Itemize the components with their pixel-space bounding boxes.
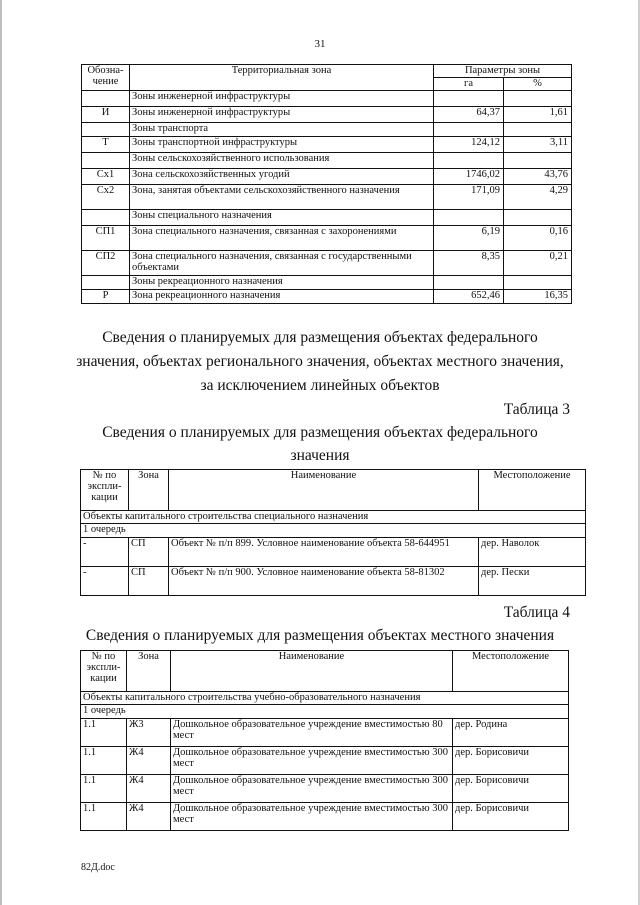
zone-ha: 64,37: [434, 107, 504, 123]
name-header: Наименование: [169, 470, 479, 511]
num-header: № по экспли- кации: [81, 651, 127, 692]
section-heading-line3: за исключением линейных объектов: [200, 377, 440, 394]
zone-ha: [434, 123, 504, 137]
row-location: дер. Борисовичи: [453, 803, 569, 831]
row-zone: Ж4: [127, 803, 171, 831]
zone-code: [82, 153, 130, 169]
zone-pct: [504, 153, 572, 169]
row-zone: Ж4: [127, 775, 171, 803]
row-location: дер. Наволок: [479, 538, 586, 567]
zones-header-row: [82, 65, 572, 78]
table3-title-line1: Сведения о планируемых для размещения объектах федерального: [102, 424, 538, 441]
row-num: -: [81, 567, 129, 596]
zones-row: [82, 169, 572, 185]
zones-row: [82, 251, 572, 276]
ha-header: га: [434, 78, 504, 91]
zone-code: СП1: [82, 226, 130, 251]
table4-label: Таблица 4: [503, 604, 570, 621]
row-num: 1.1: [81, 747, 127, 775]
zones-row: [82, 290, 572, 304]
zone-name: Зона, занятая объектами сельскохозяйственного назначения: [130, 185, 434, 210]
zone-name: Зона специального назначения, связанная с захоронениями: [130, 226, 434, 251]
zone-pct: 1,61: [504, 107, 572, 123]
table3-title-line2: значения: [290, 447, 350, 464]
section-heading-line2: значения, объектах регионального значения, объектах местного значения,: [76, 353, 564, 370]
location-header: Местоположение: [479, 470, 586, 511]
zone-pct: 3,11: [504, 137, 572, 153]
row-zone: Ж4: [127, 747, 171, 775]
row-zone: СП: [129, 567, 169, 596]
section-heading-line1: Сведения о планируемых для размещения объектах федерального: [102, 329, 538, 346]
table3-group-row: [81, 511, 586, 524]
zones-row: [82, 210, 572, 226]
row-num: 1.1: [81, 719, 127, 747]
zone-code: [82, 123, 130, 137]
zone-header: Территориальная зона: [130, 65, 434, 91]
stage-label: 1 очередь: [81, 524, 586, 538]
zone-group-name: Зоны инженерной инфраструктуры: [130, 91, 434, 107]
zones-row: [82, 107, 572, 123]
table3-header-row: [81, 470, 586, 511]
row-num: 1.1: [81, 775, 127, 803]
location-header: Местоположение: [453, 651, 569, 692]
row-location: дер. Борисовичи: [453, 775, 569, 803]
table3-stage-row: [81, 524, 586, 538]
zone-code: Р: [82, 290, 130, 304]
percent-header: %: [504, 78, 572, 91]
zones-row: [82, 185, 572, 210]
zone-name: Зона рекреационного назначения: [130, 290, 434, 304]
zone-ha: 6,19: [434, 226, 504, 251]
row-num: 1.1: [81, 803, 127, 831]
zone-code: Т: [82, 137, 130, 153]
zones-row: [82, 137, 572, 153]
zones-row: [82, 153, 572, 169]
params-header: Параметры зоны: [434, 65, 572, 78]
zones-table: [81, 64, 572, 304]
table-row: [81, 567, 586, 596]
table4-header-row: [81, 651, 569, 692]
row-name: Дошкольное образовательное учреждение вместимостью 300 мест: [171, 775, 453, 803]
row-zone: СП: [129, 538, 169, 567]
zone-pct: [504, 276, 572, 290]
zone-ha: [434, 210, 504, 226]
stage-label: 1 очередь: [81, 705, 569, 719]
zone-pct: 4,29: [504, 185, 572, 210]
table4-title: Сведения о планируемых для размещения объектах местного значения: [85, 627, 555, 644]
row-name: Объект № п/п 900. Условное наименование объекта 58-81302: [169, 567, 479, 596]
row-name: Дошкольное образовательное учреждение вместимостью 300 мест: [171, 803, 453, 831]
zones-row: [82, 123, 572, 137]
table-row: [81, 803, 569, 831]
zones-row: [82, 226, 572, 251]
zone-pct: 0,21: [504, 251, 572, 276]
zone-ha: 124,12: [434, 137, 504, 153]
name-header: Наименование: [171, 651, 453, 692]
table-row: [81, 719, 569, 747]
zone-code: Сх1: [82, 169, 130, 185]
zone-pct: 0,16: [504, 226, 572, 251]
table4-group-row: [81, 692, 569, 705]
row-num: -: [81, 538, 129, 567]
zone-name: Зона специального назначения, связанная с государственными объектами: [130, 251, 434, 276]
zone-code: СП2: [82, 251, 130, 276]
zone-name: Зоны транспортной инфраструктуры: [130, 137, 434, 153]
zone-group-name: Зоны сельскохозяйственного использования: [130, 153, 434, 169]
zone-ha: [434, 153, 504, 169]
table-row: [81, 538, 586, 567]
row-zone: Ж3: [127, 719, 171, 747]
row-name: Дошкольное образовательное учреждение вместимостью 80 мест: [171, 719, 453, 747]
zones-row: [82, 91, 572, 107]
zone-header: Зона: [127, 651, 171, 692]
num-header: № по экспли- кации: [81, 470, 129, 511]
zone-ha: 1746,02: [434, 169, 504, 185]
page-number: 31: [314, 38, 326, 50]
row-location: дер. Родина: [453, 719, 569, 747]
row-name: Объект № п/п 899. Условное наименование объекта 58-644951: [169, 538, 479, 567]
zone-pct: 16,35: [504, 290, 572, 304]
group-label: Объекты капитального строительства специального назначения: [81, 511, 586, 524]
table3: [80, 469, 586, 596]
row-name: Дошкольное образовательное учреждение вместимостью 300 мест: [171, 747, 453, 775]
zone-name: Зоны инженерной инфраструктуры: [130, 107, 434, 123]
zone-group-name: Зоны транспорта: [130, 123, 434, 137]
zone-pct: [504, 210, 572, 226]
row-location: дер. Борисовичи: [453, 747, 569, 775]
zone-pct: 43,76: [504, 169, 572, 185]
row-location: дер. Пески: [479, 567, 586, 596]
zone-name: Зона сельскохозяйственных угодий: [130, 169, 434, 185]
document-filename: 82Д.doc: [81, 862, 115, 873]
table-row: [81, 775, 569, 803]
table4: [80, 650, 569, 831]
zone-ha: 652,46: [434, 290, 504, 304]
group-label: Объекты капитального строительства учебно-образовательного назначения: [81, 692, 569, 705]
zone-code: [82, 276, 130, 290]
zone-ha: [434, 91, 504, 107]
zone-header: Зона: [129, 470, 169, 511]
zones-row: [82, 276, 572, 290]
zone-ha: [434, 276, 504, 290]
zone-code: [82, 210, 130, 226]
zone-group-name: Зоны рекреационного назначения: [130, 276, 434, 290]
table-row: [81, 747, 569, 775]
zone-group-name: Зоны специального назначения: [130, 210, 434, 226]
zone-ha: 8,35: [434, 251, 504, 276]
table3-label: Таблица 3: [503, 401, 570, 418]
zone-code: Сх2: [82, 185, 130, 210]
table4-stage-row: [81, 705, 569, 719]
designation-header: Обозна- чение: [82, 65, 130, 91]
zone-code: [82, 91, 130, 107]
zone-ha: 171,09: [434, 185, 504, 210]
zone-code: И: [82, 107, 130, 123]
zone-pct: [504, 123, 572, 137]
zone-pct: [504, 91, 572, 107]
